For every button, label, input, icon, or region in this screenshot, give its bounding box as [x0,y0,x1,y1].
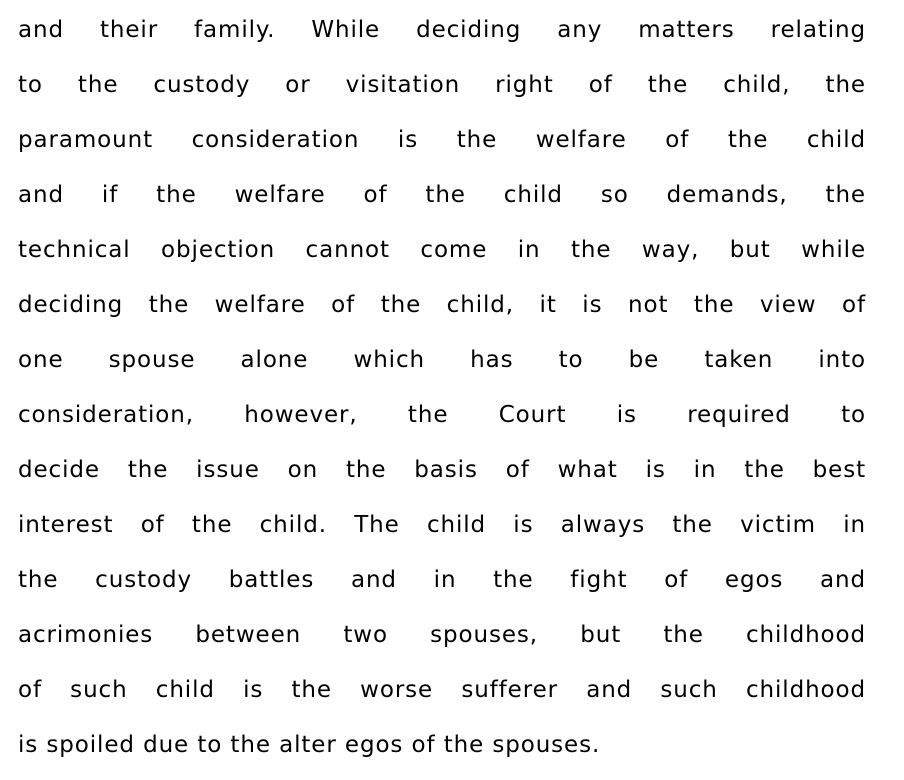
text-line: paramount consideration is the welfare of the child [18,127,866,153]
text-line: is spoiled due to the alter egos of the spouses. [18,732,601,758]
text-line: acrimonies between two spouses, but the childhood [18,622,866,648]
text-line: technical objection cannot come in the way, but while [18,237,866,263]
text-line: of such child is the worse sufferer and such childhood [18,677,866,703]
text-line: to the custody or visitation right of the child, the [18,72,866,98]
text-line: decide the issue on the basis of what is in the best [18,457,866,483]
text-line: and if the welfare of the child so demands, the [18,182,866,208]
text-line: interest of the child. The child is always the victim in [18,512,866,538]
text-line: consideration, however, the Court is required to [18,402,866,428]
text-line: one spouse alone which has to be taken into [18,347,866,373]
document-page [18,10,866,780]
text-line: deciding the welfare of the child, it is not the view of [18,292,866,318]
text-line: and their family. While deciding any matters relating [18,17,866,43]
text-line: the custody battles and in the fight of egos and [18,567,866,593]
